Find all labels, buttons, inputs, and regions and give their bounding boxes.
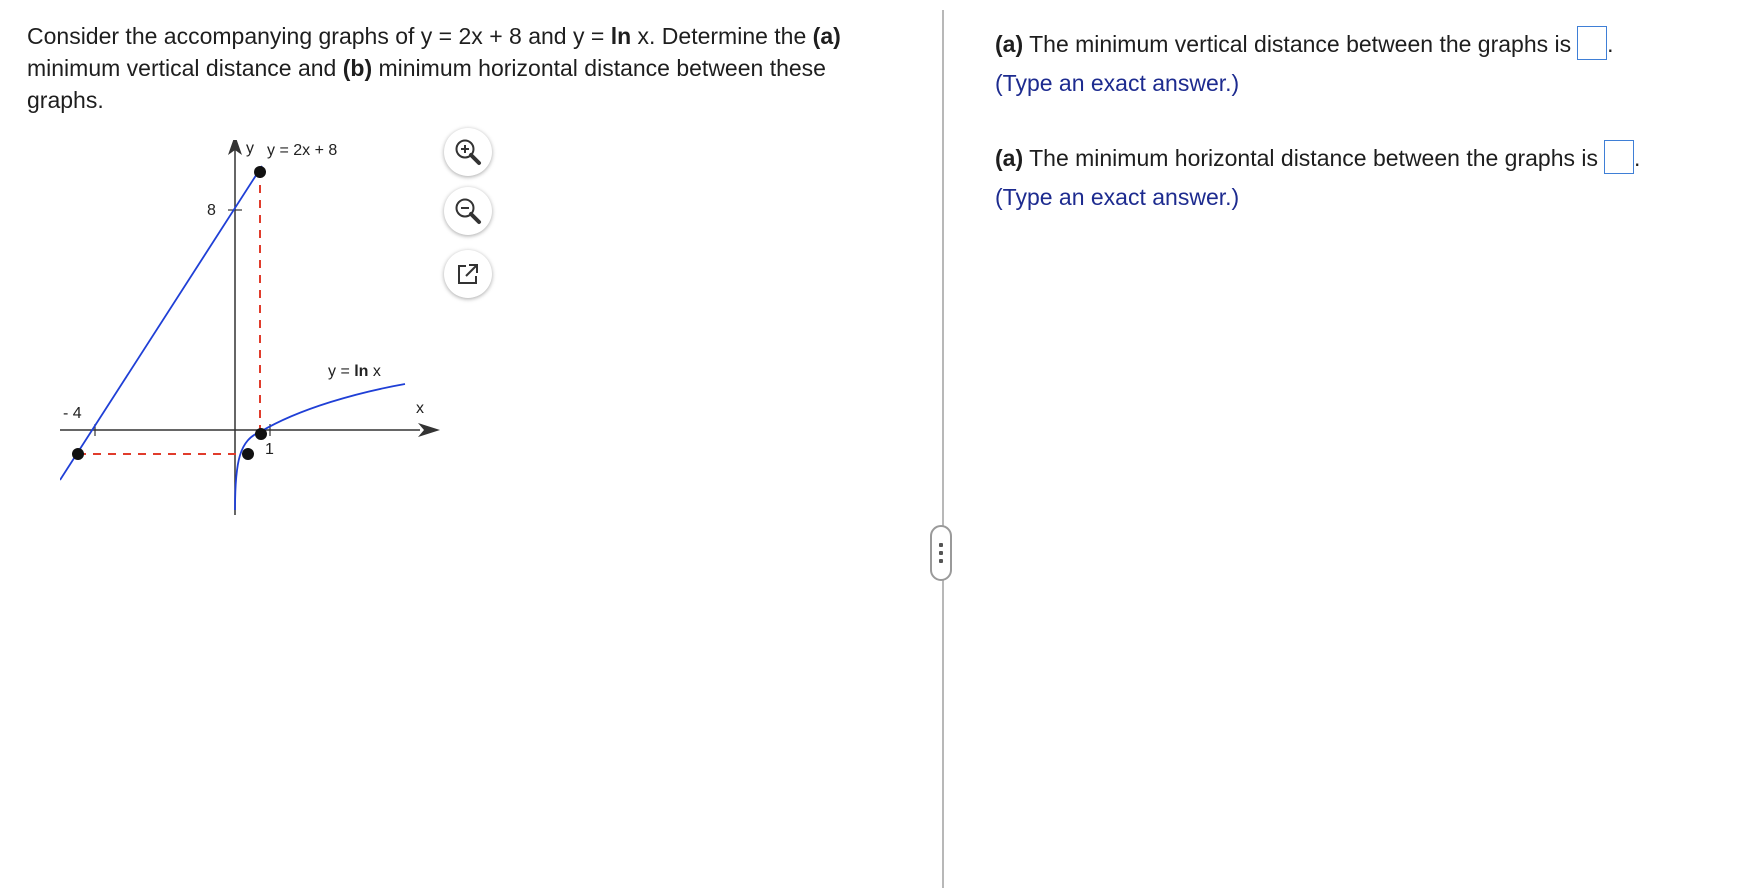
question-a-text: The minimum vertical distance between the graphs is: [1023, 31, 1572, 57]
pane-divider: [942, 10, 944, 888]
question-a: (a) The minimum vertical distance between the graphs is .: [995, 26, 1745, 60]
question-b-label: (a): [995, 145, 1024, 171]
ln-text: ln: [610, 23, 632, 49]
y-axis-label: y: [246, 140, 254, 157]
popout-button[interactable]: [444, 250, 492, 298]
x-axis-label: x: [416, 400, 424, 417]
tick-label-8: 8: [207, 202, 216, 219]
problem-text: and: [521, 23, 573, 49]
point-log-lower: [242, 448, 254, 460]
problem-text: minimum vertical distance and: [27, 55, 343, 81]
equation-log: y =: [572, 23, 611, 49]
point-line-top: [254, 166, 266, 178]
tick-label-neg4: - 4: [63, 405, 82, 422]
zoom-in-button[interactable]: [444, 128, 492, 176]
answer-panel: [995, 26, 1745, 212]
question-a-hint: (Type an exact answer.): [995, 70, 1240, 96]
zoom-out-icon: [452, 195, 484, 227]
question-a-label: (a): [995, 31, 1024, 57]
part-a-label: (a): [812, 23, 841, 49]
problem-text: Consider the accompanying graphs of: [27, 23, 421, 49]
point-log: [255, 428, 267, 440]
question-b-hint: (Type an exact answer.): [995, 184, 1240, 210]
popout-icon: [454, 260, 482, 288]
problem-text: x. Determine the: [631, 23, 813, 49]
question-b-text: The minimum horizontal distance between the graphs is: [1023, 145, 1599, 171]
horizontal-distance-answer-input[interactable]: [1604, 140, 1634, 174]
question-b: (a) The minimum horizontal distance between the graphs is .: [995, 140, 1745, 174]
zoom-out-button[interactable]: [444, 187, 492, 235]
equation-line: y = 2x + 8: [420, 23, 522, 49]
problem-statement: [27, 20, 857, 116]
log-equation-label: y = ln x: [328, 363, 381, 380]
part-b-label: (b): [342, 55, 373, 81]
problem-text: minimum horizontal distance between these graphs.: [27, 55, 826, 113]
zoom-in-icon: [452, 136, 484, 168]
pane-resize-handle[interactable]: [930, 525, 952, 581]
graph: [60, 140, 460, 530]
line-equation-label: y = 2x + 8: [267, 142, 338, 159]
x-axis-arrow: [418, 423, 440, 437]
tick-label-1: 1: [265, 441, 274, 458]
line-curve: [60, 166, 262, 480]
vertical-distance-answer-input[interactable]: [1577, 26, 1607, 60]
point-line-left: [72, 448, 84, 460]
